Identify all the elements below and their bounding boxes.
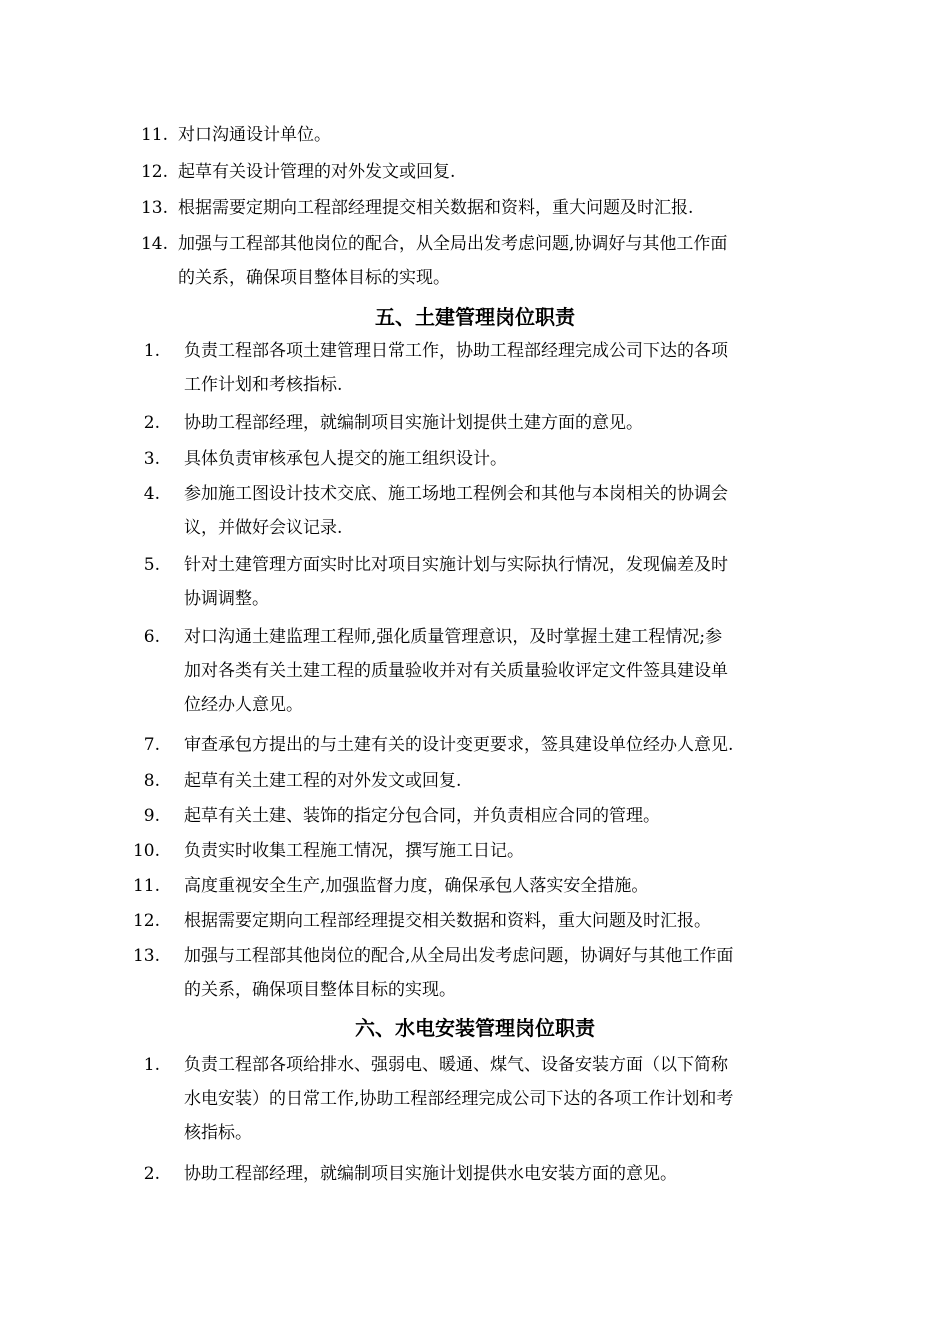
list-item	[143, 728, 734, 762]
section-heading: 五、土建管理岗位职责	[375, 305, 575, 329]
item-text: 工作计划和考核指标.	[184, 375, 343, 395]
item-text: 负责工程部各项给排水、强弱电、暖通、煤气、设备安装方面（以下简称	[184, 1055, 728, 1075]
list-item	[132, 904, 711, 938]
section-heading: 六、水电安装管理岗位职责	[355, 1016, 595, 1040]
item-text: 核指标。	[184, 1123, 252, 1143]
item-text: 水电安装）的日常工作,协助工程部经理完成公司下达的各项工作计划和考	[184, 1089, 734, 1109]
item-number: 3.	[143, 449, 160, 469]
list-item	[143, 620, 728, 722]
item-number: 2.	[143, 413, 160, 433]
item-text: 对口沟通土建监理工程师,强化质量管理意识，及时掌握土建工程情况;参	[184, 627, 723, 647]
list-item	[132, 939, 734, 1007]
list-item	[143, 548, 728, 616]
item-text: 加强与工程部其他岗位的配合,从全局出发考虑问题，协调好与其他工作面	[184, 946, 734, 966]
item-number: 14.	[140, 234, 168, 254]
item-text: 参加施工图设计技术交底、施工场地工程例会和其他与本岗相关的协调会	[184, 484, 728, 504]
item-text: 对口沟通设计单位。	[178, 125, 331, 145]
item-number: 11.	[140, 125, 168, 145]
list-item	[143, 799, 660, 833]
item-text: 审查承包方提出的与土建有关的设计变更要求，签具建设单位经办人意见.	[184, 735, 734, 755]
list-item	[140, 191, 694, 225]
item-number: 8.	[143, 771, 160, 791]
item-text: 位经办人意见。	[184, 695, 303, 715]
item-number: 7.	[143, 735, 160, 755]
item-text: 起草有关土建工程的对外发文或回复.	[184, 771, 462, 791]
item-text: 高度重视安全生产,加强监督力度，确保承包人落实安全措施。	[184, 876, 649, 896]
item-number: 12.	[132, 911, 160, 931]
item-text: 协调调整。	[184, 589, 269, 609]
item-text: 针对土建管理方面实时比对项目实施计划与实际执行情况，发现偏差及时	[184, 555, 728, 575]
list-item	[143, 1157, 677, 1191]
item-number: 11.	[132, 876, 160, 896]
list-item	[143, 406, 643, 440]
list-item	[143, 764, 462, 798]
list-item	[143, 1048, 734, 1150]
list-item	[140, 227, 728, 295]
list-item	[143, 442, 507, 476]
item-text: 协助工程部经理，就编制项目实施计划提供水电安装方面的意见。	[184, 1164, 677, 1184]
list-item	[143, 477, 728, 545]
item-text: 加强与工程部其他岗位的配合，从全局出发考虑问题,协调好与其他工作面	[178, 234, 728, 254]
item-text: 起草有关设计管理的对外发文或回复.	[178, 162, 456, 182]
item-text: 具体负责审核承包人提交的施工组织设计。	[184, 449, 507, 469]
list-item	[140, 155, 456, 189]
item-text: 起草有关土建、装饰的指定分包合同，并负责相应合同的管理。	[184, 806, 660, 826]
list-item	[132, 869, 649, 903]
item-number: 12.	[140, 162, 168, 182]
list-item	[143, 334, 728, 402]
item-text: 协助工程部经理，就编制项目实施计划提供土建方面的意见。	[184, 413, 643, 433]
item-text: 加对各类有关土建工程的质量验收并对有关质量验收评定文件签具建设单	[184, 661, 728, 681]
list-item	[140, 118, 331, 152]
item-number: 9.	[143, 806, 160, 826]
item-number: 1.	[143, 341, 160, 361]
item-number: 13.	[140, 198, 168, 218]
item-number: 10.	[132, 841, 160, 861]
item-text: 议，并做好会议记录.	[184, 518, 343, 538]
item-text: 的关系，确保项目整体目标的实现。	[184, 980, 456, 1000]
item-text: 负责实时收集工程施工情况，撰写施工日记。	[184, 841, 524, 861]
item-number: 5.	[143, 555, 160, 575]
item-number: 6.	[143, 627, 160, 647]
item-number: 13.	[132, 946, 160, 966]
item-text: 根据需要定期向工程部经理提交相关数据和资料，重大问题及时汇报。	[184, 911, 711, 931]
item-text: 的关系，确保项目整体目标的实现。	[178, 268, 450, 288]
item-number: 2.	[143, 1164, 160, 1184]
item-text: 负责工程部各项土建管理日常工作，协助工程部经理完成公司下达的各项	[184, 341, 728, 361]
item-number: 1.	[143, 1055, 160, 1075]
list-item	[132, 834, 524, 868]
item-number: 4.	[143, 484, 160, 504]
item-text: 根据需要定期向工程部经理提交相关数据和资料，重大问题及时汇报.	[178, 198, 694, 218]
